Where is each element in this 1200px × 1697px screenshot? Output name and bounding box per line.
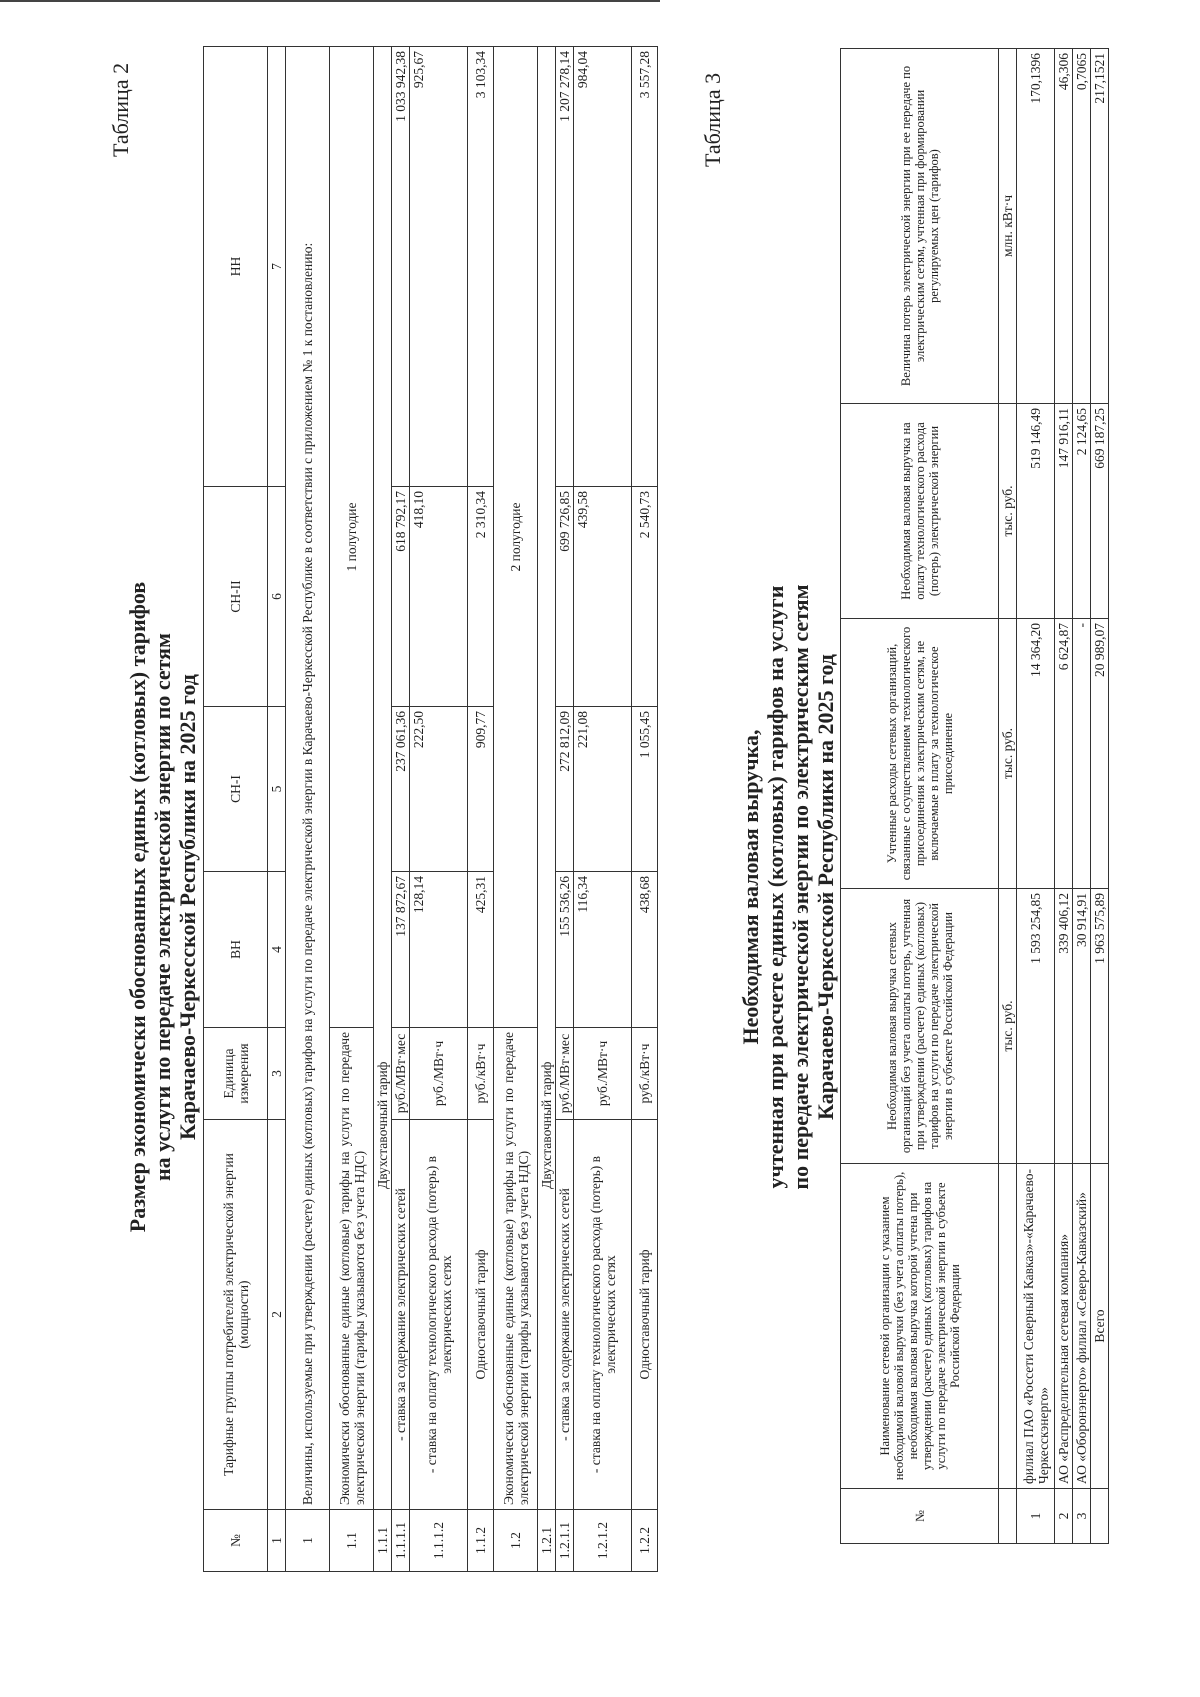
row-unit: руб./МВт·ч bbox=[410, 1028, 468, 1120]
col-number: 6 bbox=[268, 487, 286, 707]
value-nn: 3 557,28 bbox=[632, 47, 658, 487]
value-sn1: 221,08 bbox=[574, 707, 632, 872]
value-sn2: 618 792,17 bbox=[392, 487, 410, 707]
row-text: Одноставочный тариф bbox=[632, 1120, 658, 1510]
value-nvv: 1 963 575,89 bbox=[1091, 889, 1109, 1164]
row-text: - ставка за содержание электрических сетей bbox=[556, 1120, 574, 1510]
table-row bbox=[286, 47, 330, 1572]
value-sn2: 699 726,85 bbox=[556, 487, 574, 707]
header-num: № bbox=[841, 1489, 999, 1544]
row-unit: руб./МВт·ч bbox=[574, 1028, 632, 1120]
value-nn: 1 207 278,14 bbox=[556, 47, 574, 487]
value-sn1: 237 061,36 bbox=[392, 707, 410, 872]
table3-title-line-4: Карачаево-Черкесской Республики на 2025 год bbox=[813, 654, 838, 1120]
value-nvv: 1 593 254,85 bbox=[1017, 889, 1055, 1164]
org-name: АО «Распределительная сетевая компания» bbox=[1055, 1164, 1073, 1489]
value-sn2: 2 540,73 bbox=[632, 487, 658, 707]
table-row bbox=[556, 47, 574, 1572]
row-num: 1.2.1.2 bbox=[574, 1510, 632, 1572]
row-num: 1.1.1.1 bbox=[392, 1510, 410, 1572]
header-nvv: Необходимая валовая выручка сетевых организаций без учета оплаты потерь, учтенная при утверждении (расчете) единых (котловых) тарифов на услуги по передаче электрической энергии в субъекте Российской Федерации bbox=[841, 889, 999, 1164]
table-row bbox=[574, 47, 632, 1572]
table-row bbox=[392, 47, 410, 1572]
header-sn2: СН-II bbox=[204, 487, 268, 707]
value-nn: 984,04 bbox=[574, 47, 632, 487]
row-num: 1.2.1 bbox=[538, 1510, 556, 1572]
value-losses-payment: 519 146,49 bbox=[1017, 404, 1055, 619]
table-row bbox=[468, 47, 494, 1572]
table2-title-line-1: Размер экономически обоснованных единых (котловых) тарифов bbox=[125, 581, 150, 1233]
value-sn1: 222,50 bbox=[410, 707, 468, 872]
col-number: 3 bbox=[268, 1028, 286, 1120]
table3-title-line-1: Необходимая валовая выручка, bbox=[738, 729, 763, 1045]
header-nn: НН bbox=[204, 47, 268, 487]
header-losses-payment: Необходимая валовая выручка на оплату технологического расхода (потерь) электрической энергии bbox=[841, 404, 999, 619]
value-sn1: 909,77 bbox=[468, 707, 494, 872]
value-vn: 155 536,26 bbox=[556, 872, 574, 1028]
value-nvv: 30 914,91 bbox=[1073, 889, 1091, 1164]
row-unit: руб./кВт·ч bbox=[468, 1028, 494, 1120]
unit-tp-costs: тыс. руб. bbox=[999, 619, 1017, 889]
table2-title-line-3: Карачаево-Черкесской Республики на 2025 год bbox=[175, 674, 200, 1140]
value-tp-costs: 20 989,07 bbox=[1091, 619, 1109, 889]
value-nvv: 339 406,12 bbox=[1055, 889, 1073, 1164]
table-row bbox=[1055, 49, 1073, 1544]
col-number: 2 bbox=[268, 1120, 286, 1510]
table3-title-line-3: по передаче электрической энергии по электрическим сетям bbox=[788, 584, 813, 1190]
header-sn1: СН-I bbox=[204, 707, 268, 872]
row-text: Двухставочный тариф bbox=[374, 47, 392, 1510]
value-vn: 425,31 bbox=[468, 872, 494, 1028]
units-spacer bbox=[999, 1489, 1017, 1544]
row-num: 1.2 bbox=[494, 1510, 538, 1572]
row-text: Одноставочный тариф bbox=[468, 1120, 494, 1510]
unit-nvv: тыс. руб. bbox=[999, 889, 1017, 1164]
units-spacer bbox=[999, 1164, 1017, 1489]
table-row bbox=[330, 47, 374, 1572]
row-text: - ставка на оплату технологического расхода (потерь) в электрических сетях bbox=[574, 1120, 632, 1510]
row-unit: руб./МВт·мес bbox=[392, 1028, 410, 1120]
header-unit: Единица измерения bbox=[204, 1028, 268, 1120]
row-num: 2 bbox=[1055, 1489, 1073, 1544]
value-sn1: 1 055,45 bbox=[632, 707, 658, 872]
value-vn: 116,34 bbox=[574, 872, 632, 1028]
org-name: АО «Оборонэнерго» филиал «Северо-Кавказский» bbox=[1073, 1164, 1091, 1489]
header-tp-costs: Учтенные расходы сетевых организаций, связанные с осуществлением технологического присоединения к электрическим сетям, не включаемые в плату за технологическое присоединение bbox=[841, 619, 999, 889]
table2-label: Таблица 2 bbox=[108, 62, 133, 157]
row-num: 1.2.1.1 bbox=[556, 1510, 574, 1572]
row-unit: руб./кВт·ч bbox=[632, 1028, 658, 1120]
value-losses-volume: 170,1396 bbox=[1017, 49, 1055, 404]
unit-losses-payment: тыс. руб. bbox=[999, 404, 1017, 619]
header-vn: ВН bbox=[204, 872, 268, 1028]
row-text: Величины, используемые при утверждении (расчете) единых (котловых) тарифов на услуги по передаче электрической энергии в Карачаево-Черкесской Республике в соответствии с приложением № 1 к постановлению: bbox=[286, 47, 330, 1510]
header-num: № bbox=[204, 1510, 268, 1572]
table2-title-line-2: на услуги по передаче электрической энергии по сетям bbox=[150, 632, 175, 1182]
table-row bbox=[1017, 49, 1055, 1544]
total-label: Всего bbox=[1091, 1164, 1109, 1489]
table-header-row bbox=[204, 47, 268, 1572]
table3-title bbox=[738, 477, 838, 1297]
value-losses-volume: 46,306 bbox=[1055, 49, 1073, 404]
row-text: Экономически обоснованные единые (котловые) тарифы на услуги по передаче электрической энергии (тарифы указываются без учета НДС) bbox=[330, 1028, 374, 1510]
row-text: Экономически обоснованные единые (котловые) тарифы на услуги по передаче электрической энергии (тарифы указываются без учета НДС) bbox=[494, 1028, 538, 1510]
row-num: 1.1 bbox=[330, 1510, 374, 1572]
value-sn2: 418,10 bbox=[410, 487, 468, 707]
table-row bbox=[494, 47, 538, 1572]
row-num: 1.1.2 bbox=[468, 1510, 494, 1572]
header-org-name: Наименование сетевой организации с указанием необходимой валовой выручки (без учета оплаты потерь), необходимая валовая выручка которой учтена при утверждении (расчете) единых (котловых) тарифов на услуги по передаче электрической энергии в субъекте Российской Федерации bbox=[841, 1164, 999, 1489]
value-tp-costs: 14 364,20 bbox=[1017, 619, 1055, 889]
table3-label: Таблица 3 bbox=[700, 72, 725, 167]
value-nn: 925,67 bbox=[410, 47, 468, 487]
period-label: 2 полугодие bbox=[494, 47, 538, 1028]
table-row bbox=[632, 47, 658, 1572]
value-tp-costs: - bbox=[1073, 619, 1091, 889]
revenue-table bbox=[840, 48, 1109, 1544]
header-losses-volume: Величина потерь электрической энергии при ее передаче по электрическим сетям, учтенная при формировании регулируемых цен (тарифов) bbox=[841, 49, 999, 404]
value-nn: 1 033 942,38 bbox=[392, 47, 410, 487]
row-text: - ставка на оплату технологического расхода (потерь) в электрических сетях bbox=[410, 1120, 468, 1510]
value-sn1: 272 812,09 bbox=[556, 707, 574, 872]
col-number: 7 bbox=[268, 47, 286, 487]
row-num: 1.1.1.2 bbox=[410, 1510, 468, 1572]
row-unit: руб./МВт·мес bbox=[556, 1028, 574, 1120]
value-sn2: 439,58 bbox=[574, 487, 632, 707]
row-num bbox=[1091, 1489, 1109, 1544]
value-losses-payment: 2 124,65 bbox=[1073, 404, 1091, 619]
table-row bbox=[410, 47, 468, 1572]
value-sn2: 2 310,34 bbox=[468, 487, 494, 707]
table-row bbox=[1073, 49, 1091, 1544]
column-numbers-row bbox=[268, 47, 286, 1572]
value-vn: 128,14 bbox=[410, 872, 468, 1028]
col-number: 4 bbox=[268, 872, 286, 1028]
value-nn: 3 103,34 bbox=[468, 47, 494, 487]
value-losses-payment: 669 187,25 bbox=[1091, 404, 1109, 619]
value-tp-costs: 6 624,87 bbox=[1055, 619, 1073, 889]
row-num: 1.1.1 bbox=[374, 1510, 392, 1572]
row-num: 1 bbox=[1017, 1489, 1055, 1544]
table3-title-line-2: учтенная при расчете единых (котловых) тарифов на услуги bbox=[763, 585, 788, 1189]
row-text: - ставка за содержание электрических сетей bbox=[392, 1120, 410, 1510]
row-num: 1.2.2 bbox=[632, 1510, 658, 1572]
row-num: 3 bbox=[1073, 1489, 1091, 1544]
row-num: 1 bbox=[286, 1510, 330, 1572]
units-row bbox=[999, 49, 1017, 1544]
table-row bbox=[374, 47, 392, 1572]
row-text: Двухставочный тариф bbox=[538, 47, 556, 1510]
table-header-row bbox=[841, 49, 999, 1544]
table-row bbox=[538, 47, 556, 1572]
value-vn: 438,68 bbox=[632, 872, 658, 1028]
col-number: 5 bbox=[268, 707, 286, 872]
tariff-table bbox=[203, 46, 658, 1572]
header-tariff-group: Тарифные группы потребителей электрической энергии (мощности) bbox=[204, 1120, 268, 1510]
value-losses-payment: 147 916,11 bbox=[1055, 404, 1073, 619]
value-losses-volume: 0,7065 bbox=[1073, 49, 1091, 404]
value-losses-volume: 217,1521 bbox=[1091, 49, 1109, 404]
unit-losses-volume: млн. кВт·ч bbox=[999, 49, 1017, 404]
period-label: 1 полугодие bbox=[330, 47, 374, 1028]
value-vn: 137 872,67 bbox=[392, 872, 410, 1028]
col-number: 1 bbox=[268, 1510, 286, 1572]
total-row bbox=[1091, 49, 1109, 1544]
table2-title bbox=[125, 497, 200, 1317]
org-name: филиал ПАО «Россети Северный Кавказ»-«Карачаево-Черкесскэнерго» bbox=[1017, 1164, 1055, 1489]
